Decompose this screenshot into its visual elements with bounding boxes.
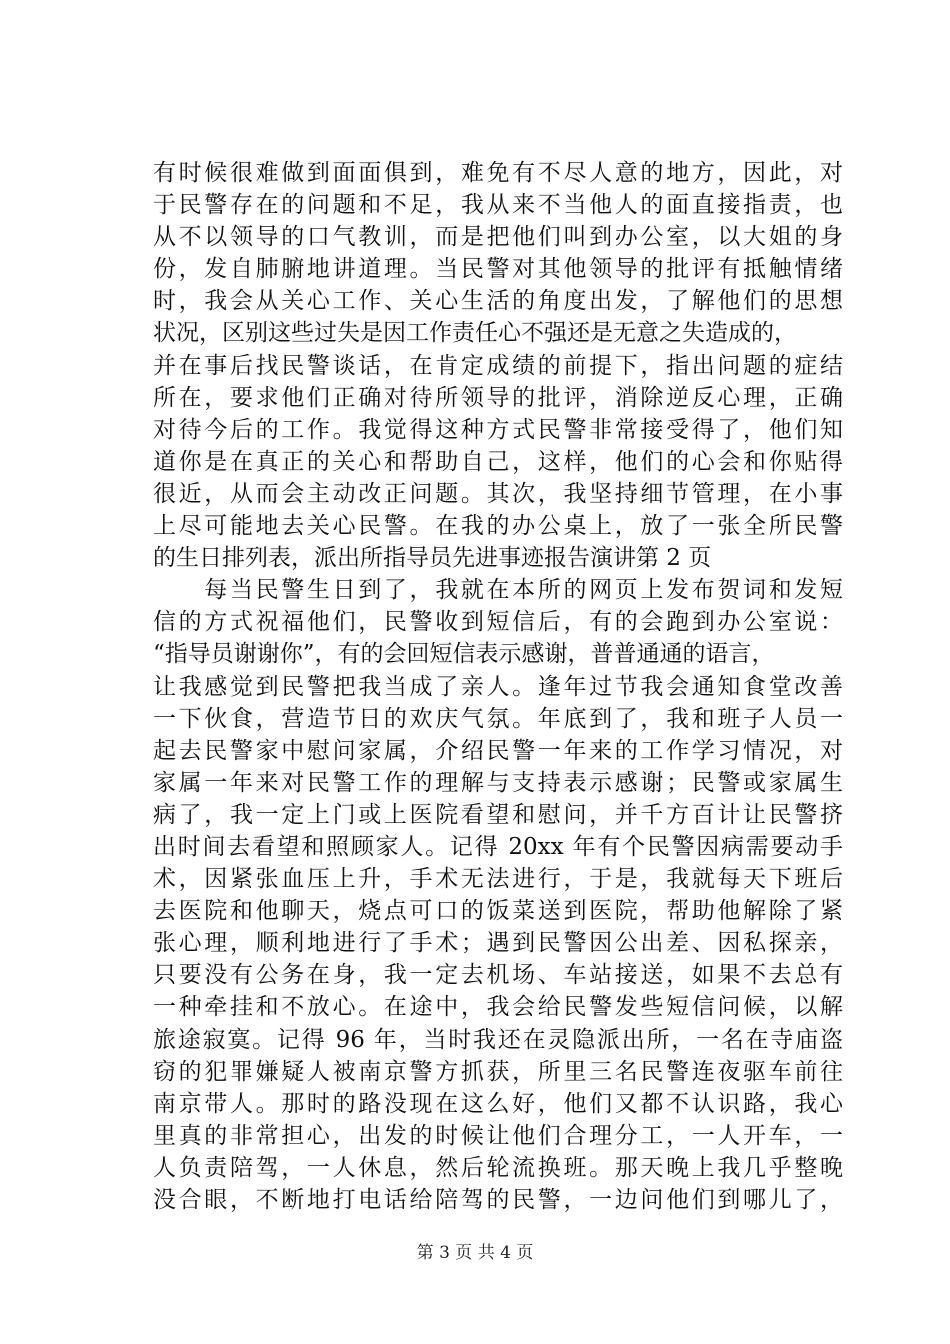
text-line: 有时候很难做到面面俱到，难免有不尽人意的地方，因此，对 [153, 160, 843, 186]
text-line: 上尽可能地去关心民警。在我的办公桌上，放了一张全所民警 [153, 513, 843, 540]
body-text [153, 157, 843, 1216]
text-line: 旅途寂寞。记得 96 年，当时我还在灵隐派出所，一名在寺庙盗 [153, 1026, 843, 1053]
text-line: 让我感觉到民警把我当成了亲人。逢年过节我会通知食堂改善 [153, 673, 843, 700]
text-line: 病了，我一定上门或上医院看望和慰问，并千方百计让民警挤 [153, 801, 843, 828]
text-line: 一种牵挂和不放心。在途中，我会给民警发些短信问候，以解 [153, 994, 843, 1021]
text-line: 并在事后找民警谈话，在肯定成绩的前提下，指出问题的症结 [153, 352, 843, 379]
page-footer: 第 3 页 共 4 页 [416, 1243, 534, 1263]
text-line: 对待今后的工作。我觉得这种方式民警非常接受得了，他们知 [153, 416, 843, 443]
text-line: 很近，从而会主动改正问题。其次，我坚持细节管理，在小事 [153, 480, 843, 507]
text-line: 术，因紧张血压上升，手术无法进行，于是，我就每天下班后 [153, 866, 843, 893]
text-line: 张心理，顺利地进行了手术；遇到民警因公出差、因私探亲， [153, 930, 843, 957]
text-line: 没合眼，不断地打电话给陪驾的民警，一边问他们到哪儿了， [153, 1187, 843, 1213]
text-line: 份，发自肺腑地讲道理。当民警对其他领导的批评有抵触情绪 [153, 256, 843, 283]
text-line: 道你是在真正的关心和帮助自己，这样，他们的心会和你贴得 [153, 448, 843, 475]
text-line: 人负责陪驾，一人休息，然后轮流换班。那天晚上我几乎整晚 [153, 1154, 843, 1181]
text-line: 于民警存在的问题和不足，我从来不当他人的面直接指责，也 [153, 192, 843, 219]
text-line: 去医院和他聊天，烧点可口的饭菜送到医院，帮助他解除了紧 [153, 898, 843, 925]
text-line: 从不以领导的口气教训，而是把他们叫到办公室，以大姐的身 [153, 224, 843, 251]
text-line: 每当民警生日到了，我就在本所的网页上发布贺词和发短 [153, 577, 843, 604]
text-line: 时，我会从关心工作、关心生活的角度出发，了解他们的思想 [153, 288, 843, 315]
text-line: 所在，要求他们正确对待所领导的批评，消除逆反心理，正确 [153, 384, 843, 411]
text-line: 出时间去看望和照顾家人。记得 20xx 年有个民警因病需要动手 [153, 833, 843, 860]
text-line: 的生日排列表，派出所指导员先进事迹报告演讲第 2 页 [153, 545, 712, 572]
text-line: 起去民警家中慰问家属，介绍民警一年来的工作学习情况，对 [153, 737, 843, 764]
text-line: 南京带人。那时的路没现在这么好，他们又都不认识路，我心 [153, 1090, 843, 1117]
text-line: “指导员谢谢你”，有的会回短信表示感谢，普普通通的语言， [153, 641, 775, 668]
text-line: 只要没有公务在身，我一定去机场、车站接送，如果不去总有 [153, 962, 843, 989]
text-line: 状况，区别这些过失是因工作责任心不强还是无意之失造成的， [153, 320, 797, 347]
text-line: 家属一年来对民警工作的理解与支持表示感谢；民警或家属生 [153, 769, 843, 796]
text-line: 信的方式祝福他们，民警收到短信后，有的会跑到办公室说： [153, 609, 843, 636]
text-line: 里真的非常担心，出发的时候让他们合理分工，一人开车，一 [153, 1122, 843, 1149]
text-line: 一下伙食，营造节日的欢庆气氛。年底到了，我和班子人员一 [153, 705, 843, 732]
text-line: 窃的犯罪嫌疑人被南京警方抓获，所里三名民警连夜驱车前往 [153, 1058, 843, 1085]
